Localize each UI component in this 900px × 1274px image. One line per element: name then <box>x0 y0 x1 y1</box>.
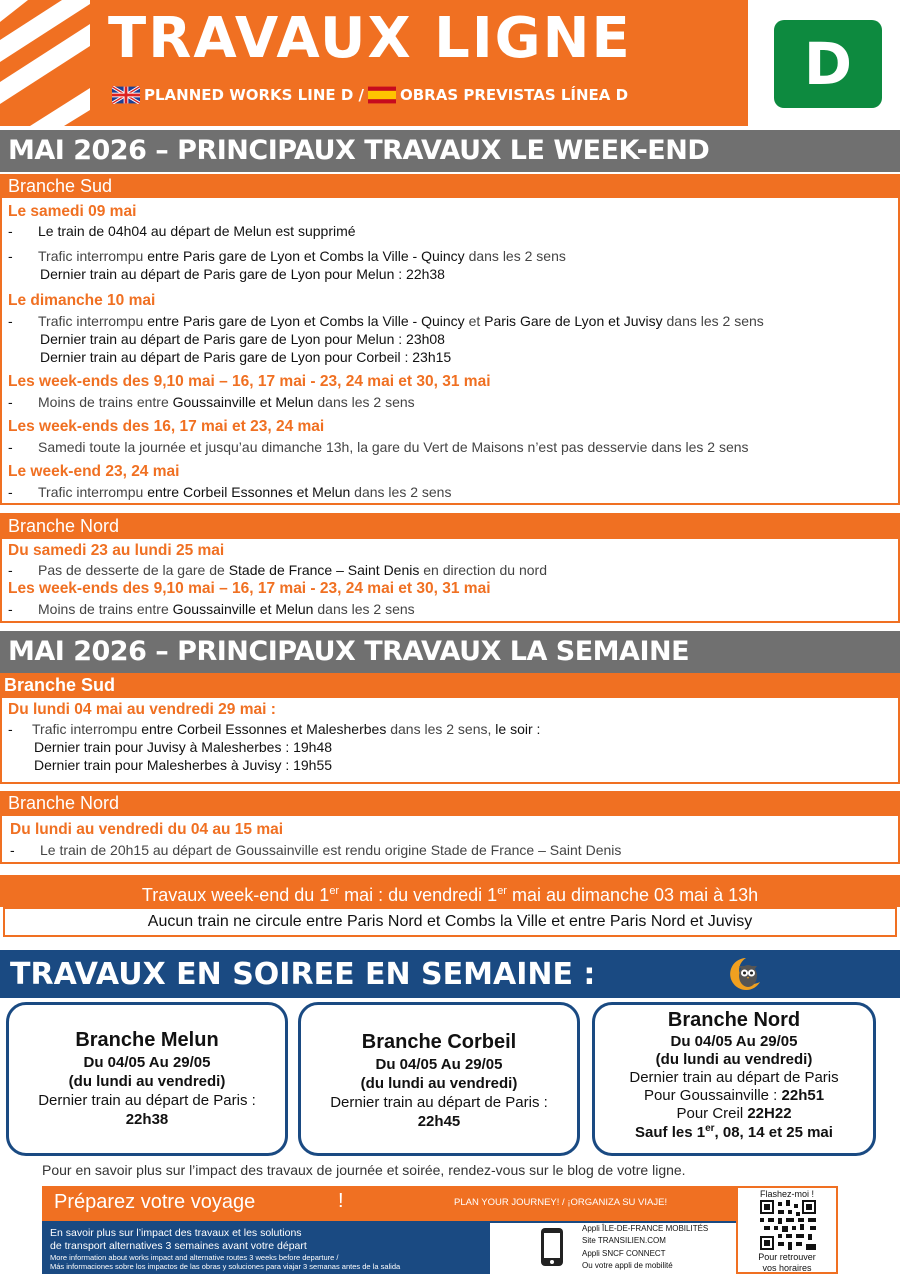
heading: Du lundi 04 mai au vendredi 29 mai : <box>8 701 276 718</box>
list-item: - Trafic interrompu entre Corbeil Essonnes et Melun dans les 2 sens <box>8 484 452 500</box>
card-line: Pour Creil 22H22 <box>676 1105 792 1122</box>
card-dates: Du 04/05 Au 29/05 <box>83 1054 211 1071</box>
list-subitem: Dernier train au départ de Paris gare de Lyon pour Corbeil : 23h15 <box>40 349 452 365</box>
heading: Les week-ends des 16, 17 mai et 23, 24 mai <box>8 418 325 435</box>
prepare-title: Préparez votre voyage <box>54 1191 256 1213</box>
prepare-exclamation: ! <box>338 1190 344 1212</box>
list-item: - Trafic interrompu entre Paris gare de Lyon et Combs la Ville - Quincy dans les 2 sens <box>8 248 566 264</box>
semaine-section-title: MAI 2026 – PRINCIPAUX TRAVAUX LA SEMAINE <box>0 631 900 673</box>
header-subtitle <box>112 86 628 104</box>
list-item: - Trafic interrompu entre Corbeil Essonnes et Malesherbes dans les 2 sens, le soir : <box>8 721 541 737</box>
card-days: (du lundi au vendredi) <box>68 1073 226 1090</box>
card-title: Branche Nord <box>667 1009 801 1031</box>
card-title: Branche Melun <box>75 1029 219 1051</box>
card-dates: Du 04/05 Au 29/05 <box>375 1056 503 1073</box>
uk-flag-icon <box>112 86 140 104</box>
prepare-translation: PLAN YOUR JOURNEY! / ¡ORGANIZA SU VIAJE! <box>454 1197 668 1208</box>
smartphone-icon <box>532 1226 572 1268</box>
qr-code-icon[interactable] <box>760 1200 816 1250</box>
card-dates: Du 04/05 Au 29/05 <box>670 1033 798 1050</box>
qr-title: Flashez-moi ! <box>759 1189 814 1199</box>
special-weekend-message: Aucun train ne circule entre Paris Nord et Combs la Ville et entre Paris Nord et Juvisy <box>3 907 897 937</box>
info-line: En savoir plus sur l’impact des travaux et les solutions <box>50 1227 302 1239</box>
list-item: - Pas de desserte de la gare de Stade de France – Saint Denis en direction du nord <box>8 562 547 578</box>
heading: Le dimanche 10 mai <box>8 292 156 309</box>
weekend-nord-label: Branche Nord <box>0 513 900 539</box>
info-line: More information about works impact and alternative routes 3 weeks before departure / <box>50 1253 339 1262</box>
weekend-nord-box <box>0 539 900 623</box>
page-title: TRAVAUX LIGNE <box>108 6 632 71</box>
semaine-sud-label: Branche Sud <box>0 673 900 698</box>
line-d-badge: D <box>774 20 882 108</box>
list-subitem: Dernier train au départ de Paris gare de Lyon pour Melun : 22h38 <box>40 266 445 282</box>
blog-info-text: Pour en savoir plus sur l’impact des travaux de journée et soirée, rendez-vous sur le blog de votre ligne. <box>42 1162 686 1178</box>
list-item: - Trafic interrompu entre Paris gare de Lyon et Combs la Ville - Quincy et Paris Gare de Lyon et Juvisy dans les 2 sens <box>8 313 764 329</box>
semaine-sud-box <box>0 698 900 784</box>
qr-panel <box>736 1186 838 1274</box>
card-text: Dernier train au départ de Paris <box>629 1069 839 1086</box>
heading: Le week-end 23, 24 mai <box>8 463 180 480</box>
card-time: 22h38 <box>125 1111 169 1128</box>
list-subitem: Dernier train au départ de Paris gare de Lyon pour Melun : 23h08 <box>40 331 445 347</box>
subtitle-es: OBRAS PREVISTAS LÍNEA D <box>400 86 629 104</box>
list-subitem: Dernier train pour Juvisy à Malesherbes : 19h48 <box>34 739 333 755</box>
card-nord <box>592 1002 876 1156</box>
spain-flag-icon <box>368 86 396 104</box>
semaine-nord-label: Branche Nord <box>0 791 900 816</box>
header-banner <box>0 0 748 126</box>
card-days: (du lundi au vendredi) <box>655 1051 813 1068</box>
heading: Le samedi 09 mai <box>8 203 137 220</box>
weekend-sud-label: Branche Sud <box>0 174 900 198</box>
card-title: Branche Corbeil <box>361 1031 517 1053</box>
heading: Du lundi au vendredi du 04 au 15 mai <box>10 821 284 838</box>
info-line: de transport alternatives 3 semaines avant votre départ <box>50 1240 307 1252</box>
list-item: - Samedi toute la journée et jusqu’au dimanche 13h, la gare du Vert de Maisons n’est pas desservie dans les 2 sens <box>8 439 749 455</box>
list-subitem: Dernier train pour Malesherbes à Juvisy : 19h55 <box>34 757 333 773</box>
list-item: - Le train de 04h04 au départ de Melun est supprimé <box>8 223 356 239</box>
qr-caption: vos horaires <box>762 1263 812 1273</box>
subtitle-en: PLANNED WORKS LINE D / <box>144 86 364 104</box>
heading: Les week-ends des 9,10 mai – 16, 17 mai - 23, 24 mai et 30, 31 mai <box>8 580 491 597</box>
card-time: 22h45 <box>417 1113 461 1130</box>
list-item: - Moins de trains entre Goussainville et Melun dans les 2 sens <box>8 601 415 617</box>
special-weekend-title: Travaux week-end du 1er mai : du vendredi 1er mai au dimanche 03 mai à 13h <box>0 875 900 907</box>
card-text: Dernier train au départ de Paris : <box>330 1094 548 1111</box>
site-transilien[interactable]: Site TRANSILIEN.COM <box>582 1236 666 1245</box>
prepare-banner <box>42 1186 736 1221</box>
qr-caption: Pour retrouver <box>758 1252 816 1262</box>
info-line: Más informaciones sobre los impactos de las obras y soluciones para viajar 3 semanas antes de la salida <box>50 1262 401 1271</box>
card-line: Sauf les 1er, 08, 14 et 25 mai <box>635 1123 833 1141</box>
heading: Du samedi 23 au lundi 25 mai <box>8 542 225 559</box>
app-sncf-connect[interactable]: Appli SNCF CONNECT <box>582 1249 666 1258</box>
owl-moon-icon <box>724 954 764 994</box>
list-item: - Moins de trains entre Goussainville et Melun dans les 2 sens <box>8 394 415 410</box>
semaine-nord-box <box>0 816 900 864</box>
card-corbeil <box>298 1002 580 1156</box>
app-mobility: Ou votre appli de mobilité <box>582 1261 673 1270</box>
list-item: - Le train de 20h15 au départ de Goussainville est rendu origine Stade de France – Saint Denis <box>10 842 622 858</box>
heading: Les week-ends des 9,10 mai – 16, 17 mai - 23, 24 mai et 30, 31 mai <box>8 373 491 390</box>
app-idfm[interactable]: Appli ÎLE-DE-FRANCE MOBILITÉS <box>582 1224 709 1233</box>
weekend-section-title: MAI 2026 – PRINCIPAUX TRAVAUX LE WEEK-END <box>0 130 900 172</box>
stripes-decoration <box>0 0 90 126</box>
card-line: Pour Goussainville : 22h51 <box>643 1087 825 1104</box>
card-melun <box>6 1002 288 1156</box>
soiree-section-title: TRAVAUX EN SOIREE EN SEMAINE : <box>0 950 900 998</box>
card-text: Dernier train au départ de Paris : <box>38 1092 256 1109</box>
card-days: (du lundi au vendredi) <box>360 1075 518 1092</box>
weekend-sud-box <box>0 198 900 505</box>
